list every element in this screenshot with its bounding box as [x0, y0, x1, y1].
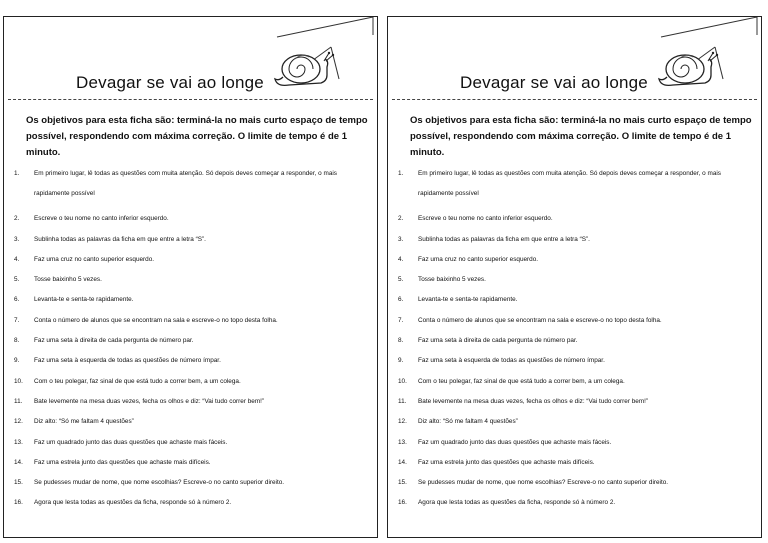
- question-number: 7.: [14, 316, 20, 324]
- snail-icon: [653, 17, 763, 107]
- list-item: [398, 336, 755, 346]
- list-item: [14, 316, 371, 326]
- list-item: [14, 377, 371, 387]
- question-text: Diz alto: “Só me faltam 4 questões”: [418, 418, 518, 426]
- list-item: [398, 214, 755, 224]
- dashed-divider: [392, 99, 757, 100]
- question-text: Bate levemente na mesa duas vezes, fecha os olhos e diz: “Vai tudo correr bem!”: [418, 397, 649, 405]
- question-text: Sublinha todas as palavras da ficha em que entre a letra “S”.: [34, 235, 206, 243]
- question-number: 14.: [14, 458, 23, 466]
- list-item: [398, 295, 755, 305]
- worksheet-left: [3, 16, 378, 538]
- question-text: Faz uma seta à direita de cada pergunta de número par.: [418, 337, 578, 345]
- question-number: 12.: [14, 418, 23, 426]
- question-number: 8.: [398, 337, 404, 345]
- list-item: [14, 255, 371, 265]
- question-text: Faz uma cruz no canto superior esquerdo.: [34, 255, 155, 263]
- question-number: 1.: [398, 170, 404, 177]
- list-item: [398, 377, 755, 387]
- question-text: Agora que lesta todas as questões da ficha, responde só à número 2.: [418, 499, 616, 507]
- question-text: Escreve o teu nome no canto inferior esquerdo.: [34, 215, 169, 223]
- instructions-intro: Os objetivos para esta ficha são: terminá-la no mais curto espaço de tempo possível, respondendo com máxima correção. O limite de tempo é de 1 minuto.: [410, 115, 752, 158]
- list-item: [398, 498, 755, 508]
- question-number: 12.: [398, 418, 407, 426]
- list-item: [14, 235, 371, 245]
- list-item: [398, 169, 755, 204]
- instructions-intro: Os objetivos para esta ficha são: terminá-la no mais curto espaço de tempo possível, respondendo com máxima correção. O limite de tempo é de 1 minuto.: [26, 115, 368, 158]
- list-item: [14, 169, 371, 204]
- dashed-divider: [8, 99, 373, 100]
- question-number: 15.: [398, 479, 407, 487]
- question-text: Sublinha todas as palavras da ficha em que entre a letra “S”.: [418, 235, 590, 243]
- worksheet-title: Devagar se vai ao longe: [460, 73, 648, 92]
- question-number: 4.: [398, 255, 404, 263]
- question-text: Bate levemente na mesa duas vezes, fecha os olhos e diz: “Vai tudo correr bem!”: [34, 397, 265, 405]
- question-number: 9.: [14, 357, 20, 365]
- question-number: 7.: [398, 316, 404, 324]
- question-number: 11.: [398, 397, 407, 405]
- list-item: [398, 275, 755, 285]
- question-number: 3.: [398, 235, 404, 243]
- question-number: 16.: [14, 499, 23, 507]
- question-number: 15.: [14, 479, 23, 487]
- list-item: [14, 438, 371, 448]
- question-text: Tosse baixinho 5 vezes.: [34, 276, 102, 284]
- question-text: Agora que lesta todas as questões da ficha, responde só à número 2.: [34, 499, 232, 507]
- question-text: Diz alto: “Só me faltam 4 questões”: [34, 418, 134, 426]
- question-text: Faz uma estrela junto das questões que achaste mais difíceis.: [418, 458, 595, 466]
- question-text: Faz um quadrado junto das duas questões que achaste mais fáceis.: [34, 438, 228, 446]
- list-item: [14, 458, 371, 468]
- list-item: [14, 478, 371, 488]
- question-text: Se pudesses mudar de nome, que nome escolhias? Escreve-o no canto superior direito.: [34, 479, 285, 487]
- question-text: Escreve o teu nome no canto inferior esquerdo.: [418, 215, 553, 223]
- question-text: Conta o número de alunos que se encontram na sala e escreve-o no topo desta folha.: [418, 316, 662, 324]
- question-number: 5.: [398, 276, 404, 284]
- worksheet-title: Devagar se vai ao longe: [76, 73, 264, 92]
- question-number: 16.: [398, 499, 407, 507]
- question-text: Levanta-te e senta-te rapidamente.: [418, 296, 518, 304]
- question-number: 13.: [398, 438, 407, 446]
- list-item: [398, 255, 755, 265]
- question-list: [398, 169, 755, 519]
- question-text: Em primeiro lugar, lê todas as questões com muita atenção. Só depois deves começar a responder, o mais rapidamente possível: [34, 170, 338, 197]
- question-text: Faz uma cruz no canto superior esquerdo.: [418, 255, 539, 263]
- question-number: 5.: [14, 276, 20, 284]
- question-number: 2.: [398, 215, 404, 223]
- question-number: 11.: [14, 397, 23, 405]
- question-text: Se pudesses mudar de nome, que nome escolhias? Escreve-o no canto superior direito.: [418, 479, 669, 487]
- list-item: [14, 275, 371, 285]
- question-text: Faz uma estrela junto das questões que achaste mais difíceis.: [34, 458, 211, 466]
- question-text: Faz um quadrado junto das duas questões que achaste mais fáceis.: [418, 438, 612, 446]
- question-number: 6.: [14, 296, 20, 304]
- question-text: Faz uma seta à esquerda de todas as questões de número ímpar.: [34, 357, 221, 365]
- list-item: [14, 397, 371, 407]
- question-text: Levanta-te e senta-te rapidamente.: [34, 296, 134, 304]
- question-number: 14.: [398, 458, 407, 466]
- list-item: [398, 356, 755, 366]
- snail-icon: [269, 17, 379, 107]
- question-text: Com o teu polegar, faz sinal de que está tudo a correr bem, a um colega.: [34, 377, 241, 385]
- question-text: Com o teu polegar, faz sinal de que está tudo a correr bem, a um colega.: [418, 377, 625, 385]
- list-item: [14, 295, 371, 305]
- question-number: 4.: [14, 255, 20, 263]
- list-item: [398, 397, 755, 407]
- question-number: 2.: [14, 215, 20, 223]
- worksheet-right: [387, 16, 762, 538]
- question-text: Conta o número de alunos que se encontram na sala e escreve-o no topo desta folha.: [34, 316, 278, 324]
- question-number: 3.: [14, 235, 20, 243]
- list-item: [398, 478, 755, 488]
- question-list: [14, 169, 371, 519]
- question-number: 8.: [14, 337, 20, 345]
- question-number: 13.: [14, 438, 23, 446]
- list-item: [14, 214, 371, 224]
- list-item: [398, 417, 755, 427]
- list-item: [398, 438, 755, 448]
- question-number: 10.: [14, 377, 23, 385]
- list-item: [14, 356, 371, 366]
- question-text: Em primeiro lugar, lê todas as questões com muita atenção. Só depois deves começar a responder, o mais rapidamente possível: [418, 170, 722, 197]
- list-item: [14, 498, 371, 508]
- question-text: Tosse baixinho 5 vezes.: [418, 276, 486, 284]
- question-text: Faz uma seta à esquerda de todas as questões de número ímpar.: [418, 357, 605, 365]
- list-item: [14, 336, 371, 346]
- list-item: [398, 316, 755, 326]
- question-number: 1.: [14, 170, 20, 177]
- question-number: 6.: [398, 296, 404, 304]
- list-item: [398, 235, 755, 245]
- question-number: 9.: [398, 357, 404, 365]
- list-item: [14, 417, 371, 427]
- question-number: 10.: [398, 377, 407, 385]
- list-item: [398, 458, 755, 468]
- question-text: Faz uma seta à direita de cada pergunta de número par.: [34, 337, 194, 345]
